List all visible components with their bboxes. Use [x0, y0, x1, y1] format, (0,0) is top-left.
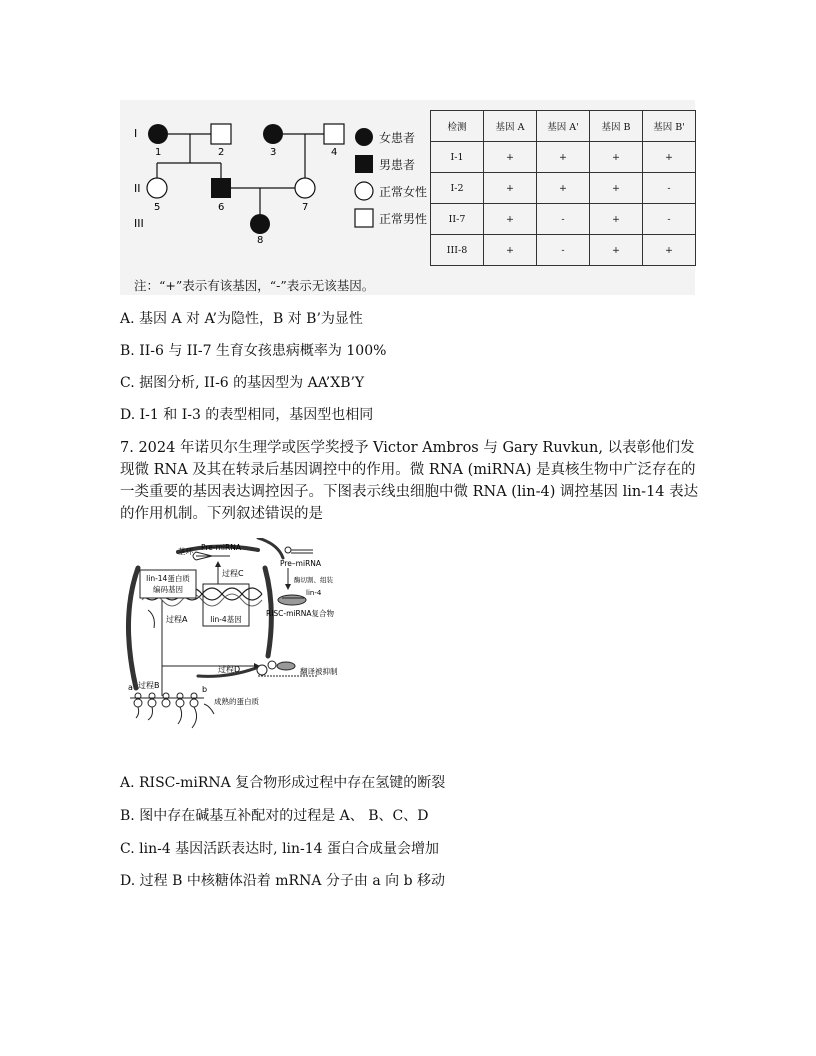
table-cell: + — [484, 173, 537, 204]
table-cell: + — [590, 235, 643, 266]
individual-4-symbol — [324, 124, 344, 144]
table-cell: I-1 — [431, 142, 484, 173]
individual-6-number: 6 — [218, 202, 225, 213]
cut-assemble-label: 酶切割、组装 — [294, 576, 333, 584]
table-header: 检测 — [431, 111, 484, 142]
legend-normal-male-label: 正常男性 — [379, 211, 428, 226]
pedigree-chart — [120, 100, 360, 260]
individual-1-number: 1 — [155, 147, 162, 158]
legend-male-patient-label: 男患者 — [379, 157, 416, 172]
pre-mirna-label: Pre-miRNA — [201, 543, 241, 552]
q7-option-c: C. lin-4 基因活跃表达时, lin-14 蛋白合成量会增加 — [120, 841, 440, 857]
table-header: 基因 B — [590, 111, 643, 142]
table-cell: + — [484, 204, 537, 235]
table-cell: + — [537, 142, 590, 173]
generation-label-1: I — [134, 127, 138, 140]
q6-option-d: D. I-1 和 I-3 的表型相同，基因型也相同 — [120, 407, 374, 423]
table-header: 基因 B' — [643, 111, 696, 142]
risc-complex — [278, 595, 306, 605]
table-header: 基因 A — [484, 111, 537, 142]
process-a-label: 过程A — [166, 615, 188, 624]
table-cell: + — [590, 204, 643, 235]
detection-table — [430, 110, 696, 266]
q7-option-b: B. 图中存在碱基互补配对的过程是 A、 B、C、D — [120, 808, 429, 824]
table-row — [431, 173, 696, 204]
table-header: 基因 A' — [537, 111, 590, 142]
lin4-mirna-label: lin-4 — [306, 589, 322, 597]
q7-option-d: D. 过程 B 中核糖体沿着 mRNA 分子由 a 向 b 移动 — [120, 873, 446, 889]
individual-4-number: 4 — [331, 147, 338, 158]
q7-stem: 7. 2024 年诺贝尔生理学或医学奖授予 Victor Ambros 与 Gary Ruvkun, 以表彰他们发现微 RNA 及其在转录后基因调控中的作用。微 RNA (miRNA) 是真核生物中广泛存在的一类重要的基因表达调控因子。下图表示线虫细胞中微 RNA (lin-4) 调控基因 lin-14 表达的作用机制。下列叙述错误的是 — [120, 440, 699, 522]
q6-option-b: B. II-6 与 II-7 生育女孩患病概率为 100% — [120, 343, 387, 359]
pedigree-legend — [354, 126, 427, 229]
table-cell: I-2 — [431, 173, 484, 204]
table-cell: - — [537, 235, 590, 266]
risc-label: RISC-miRNA复合物 — [266, 609, 334, 618]
table-cell: - — [537, 204, 590, 235]
table-cell: - — [643, 204, 696, 235]
process-c-label: 过程C — [222, 569, 244, 578]
table-cell: + — [643, 235, 696, 266]
stem-loop-label: 茎环 — [178, 547, 193, 556]
individual-5-symbol — [147, 178, 167, 198]
legend-normal-female-label: 正常女性 — [379, 184, 428, 199]
individual-7-symbol — [295, 178, 315, 198]
legend-female-patient-label: 女患者 — [379, 130, 416, 145]
lin14-gene-label-line1: lin-14蛋白质 — [146, 574, 190, 583]
legend-female-patient — [354, 126, 427, 148]
mature-protein-label: 成熟的蛋白质 — [214, 697, 259, 706]
table-cell: + — [590, 173, 643, 204]
table-cell: + — [537, 173, 590, 204]
individual-8-symbol — [250, 214, 270, 234]
individual-8-number: 8 — [257, 235, 264, 246]
table-row — [431, 235, 696, 266]
individual-7-number: 7 — [302, 202, 309, 213]
table-row — [431, 204, 696, 235]
legend-normal-male — [354, 207, 427, 229]
generation-label-2: II — [134, 182, 141, 195]
table-cell: + — [484, 142, 537, 173]
table-cell: + — [590, 142, 643, 173]
individual-6-symbol — [211, 178, 231, 198]
table-cell: + — [484, 235, 537, 266]
legend-normal-female — [354, 180, 427, 202]
process-b-label: 过程B — [138, 681, 160, 690]
legend-male-patient — [354, 153, 427, 175]
q7-option-a: A. RISC-miRNA 复合物形成过程中存在氢键的断裂 — [120, 775, 446, 791]
table-cell: + — [643, 142, 696, 173]
table-cell: III-8 — [431, 235, 484, 266]
figure-note: 注：“+”表示有该基因，“-”表示无该基因。 — [134, 278, 375, 293]
generation-label-3: III — [134, 217, 144, 230]
individual-3-number: 3 — [270, 147, 277, 158]
individual-3-symbol — [263, 124, 283, 144]
mirna-mechanism-diagram — [118, 538, 358, 734]
table-cell: - — [643, 173, 696, 204]
q6-option-a: A. 基因 A 对 A’为隐性，B 对 B’为显性 — [120, 311, 363, 327]
individual-2-symbol — [211, 124, 231, 144]
q6-option-c: C. 据图分析, II-6 的基因型为 AA’XB’Y — [120, 375, 365, 391]
individual-2-number: 2 — [218, 147, 225, 158]
table-row — [431, 142, 696, 173]
lin14-gene-label-line2: 编码基因 — [153, 585, 183, 594]
process-d-label: 过程D — [218, 665, 241, 674]
table-header-row — [431, 111, 696, 142]
pre-mirna-cytoplasm-label: Pre–miRNA — [280, 559, 322, 568]
individual-5-number: 5 — [154, 202, 161, 213]
table-cell: II-7 — [431, 204, 484, 235]
mrna-end-a-label: a — [128, 683, 133, 692]
individual-1-symbol — [148, 124, 168, 144]
mrna-end-b-label: b — [202, 685, 208, 694]
lin4-gene-label: lin-4基因 — [210, 615, 242, 624]
translation-inhibited-label: 翻译被抑制 — [300, 667, 338, 676]
